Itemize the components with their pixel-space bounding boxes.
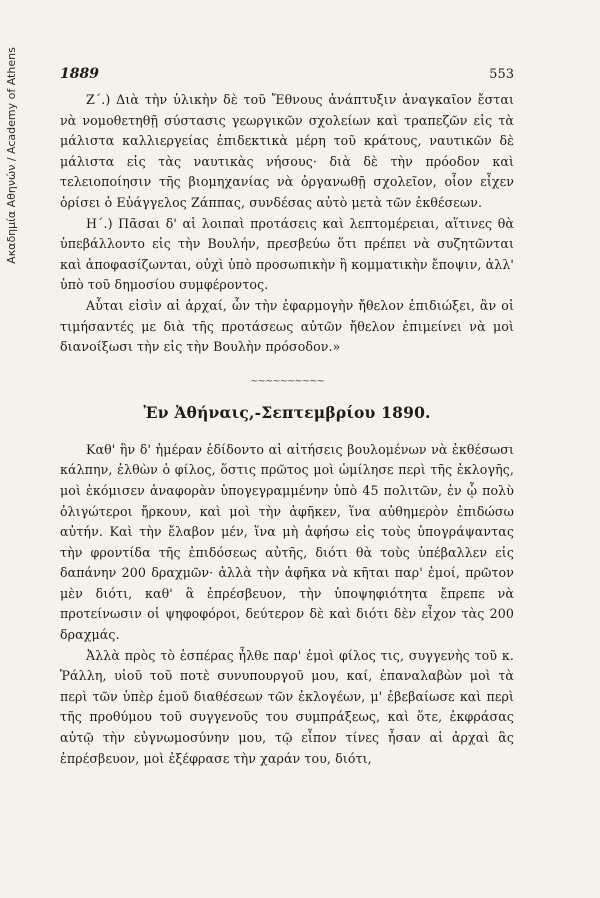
paragraph: Ζ΄.) Διὰ τὴν ὑλικὴν δὲ τοῦ Ἔθνους ἀνάπτυξιν ἀναγκαῖον ἔσται νὰ νομοθετηθῇ σύστασις γεωργικῶν σχολείων καὶ τραπεζῶν εἰς τὰ μάλιστα καλλιεργείας ἐπιδεκτικὰ μέρη τοῦ κράτους, ναυτικῶν δὲ μάλιστα εἰς τὰς ναυτικὰς νήσους· διὰ δὲ τὴν πρόοδον καὶ τελειοποίησιν τῆς βιομηχανίας νὰ ὀργανωθῇ σχολεῖον, οἷον εἶχεν ὁρίσει ὁ Εὐάγγελος Ζάππας, συνδέσας αὐτὸ μετὰ τῶν ἐκθέσεων. — [60, 92, 514, 210]
archive-stamp — [2, 40, 20, 270]
page-number: 553 — [489, 67, 514, 82]
paragraph: Η΄.) Πᾶσαι δ' αἱ λοιπαὶ προτάσεις καὶ λεπτομέρειαι, αἵτινες θὰ ὑπεβάλλοντο εἰς τὴν Βουλήν, πρεσβεύω ὅτι πρέπει νὰ συζητῶνται καὶ ἀποφασίζωνται, οὐχὶ ὑπὸ προσωπικὴν ἢ κομματικὴν ἔποψιν, ἀλλ' ὑπὸ τοῦ δημοσίου συμφέροντος. — [60, 215, 514, 293]
archive-stamp-text: Ακαδημία Αθηνών / Academy of Athens — [4, 46, 18, 264]
paragraph: Ἀλλὰ πρὸς τὸ ἑσπέρας ἦλθε παρ' ἐμοὶ φίλος τις, συγγενὴς τοῦ κ. Ῥάλλη, υἱοῦ τοῦ ποτὲ συνυπουργοῦ μου, καί, ἐπαναλαβὼν μοὶ τὰ περὶ τῶν ὑπὲρ ἐμοῦ διαθέσεων τῶν ἐκλογέων, μ' ἐβεβαίωσε καὶ περὶ τῆς προθύμου τοῦ συγγενοῦς του συμπράξεως, καὶ ὅτε, ἐκφράσας αὐτῷ τὴν εὐγνωμοσύνην μου, τῷ εἶπον τίνες ἦσαν αἱ ἀρχαὶ ἃς ἐπρέσβευον, μοὶ ἐξέφρασε τὴν χαράν του, διότι, — [60, 647, 514, 766]
page-content — [60, 66, 514, 769]
paragraph: Καθ' ἣν δ' ἡμέραν ἐδίδοντο αἱ αἰτήσεις βουλομένων νὰ ἐκθέσωσι κάλπην, ἐλθὼν ὁ φίλος, ὅστις πρῶτος μοὶ ὡμίλησε περὶ τῆς ἐκλογῆς, μοὶ ἐκόμισεν ἀναφορὰν ὑπογεγραμμένην ὑπὸ 45 πολιτῶν, ἐν ᾧ πολὺ ὀλιγώτεροι ἤρκουν, καὶ μοὶ τὴν ἀφῆκεν, ἵνα αὐθημερὸν ἐπιδώσω αὐτήν. Καὶ τὴν ἔλαβον μέν, ἵνα μὴ ἀφήσω εἰς τοὺς ὑπογράψαντας τὴν φροντίδα τῆς ἐπιδόσεως αὐτῆς, διότι θὰ τοὺς ὑπέβαλλεν εἰς δαπάνην 200 δραχμῶν· ἀλλὰ τὴν ἀφῆκα νὰ κῆται παρ' ἐμοί, πρῶτον μὲν διότι, καθ' ἃ ἐπρέσβευον, τὴν ὑποψηφιότητα ἔπρεπε νὰ προτείνωσιν οἱ ψηφοφόροι, δεύτερον δὲ καὶ διότι δὲν εἶχον τὰς 200 δραχμάς. — [60, 441, 514, 643]
paragraph: Αὗται εἰσὶν αἱ ἀρχαί, ὧν τὴν ἐφαρμογὴν ἤθελον ἐπιδιώξει, ἂν οἱ τιμήσαντές με διὰ τῆς προτάσεως αὐτῶν ἤθελον ἐπιμείνει νὰ μοὶ διανοίξωσι τὴν εἰς τὴν Βουλὴν πρόσοδον.» — [60, 297, 514, 355]
page-year: 1889 — [60, 66, 99, 82]
page-header — [60, 66, 514, 82]
section-title: Ἐν Ἀθήναις,-Σεπτεμβρίου 1890. — [143, 402, 431, 422]
section-divider: ~~~~~~~~~~ — [250, 375, 324, 387]
